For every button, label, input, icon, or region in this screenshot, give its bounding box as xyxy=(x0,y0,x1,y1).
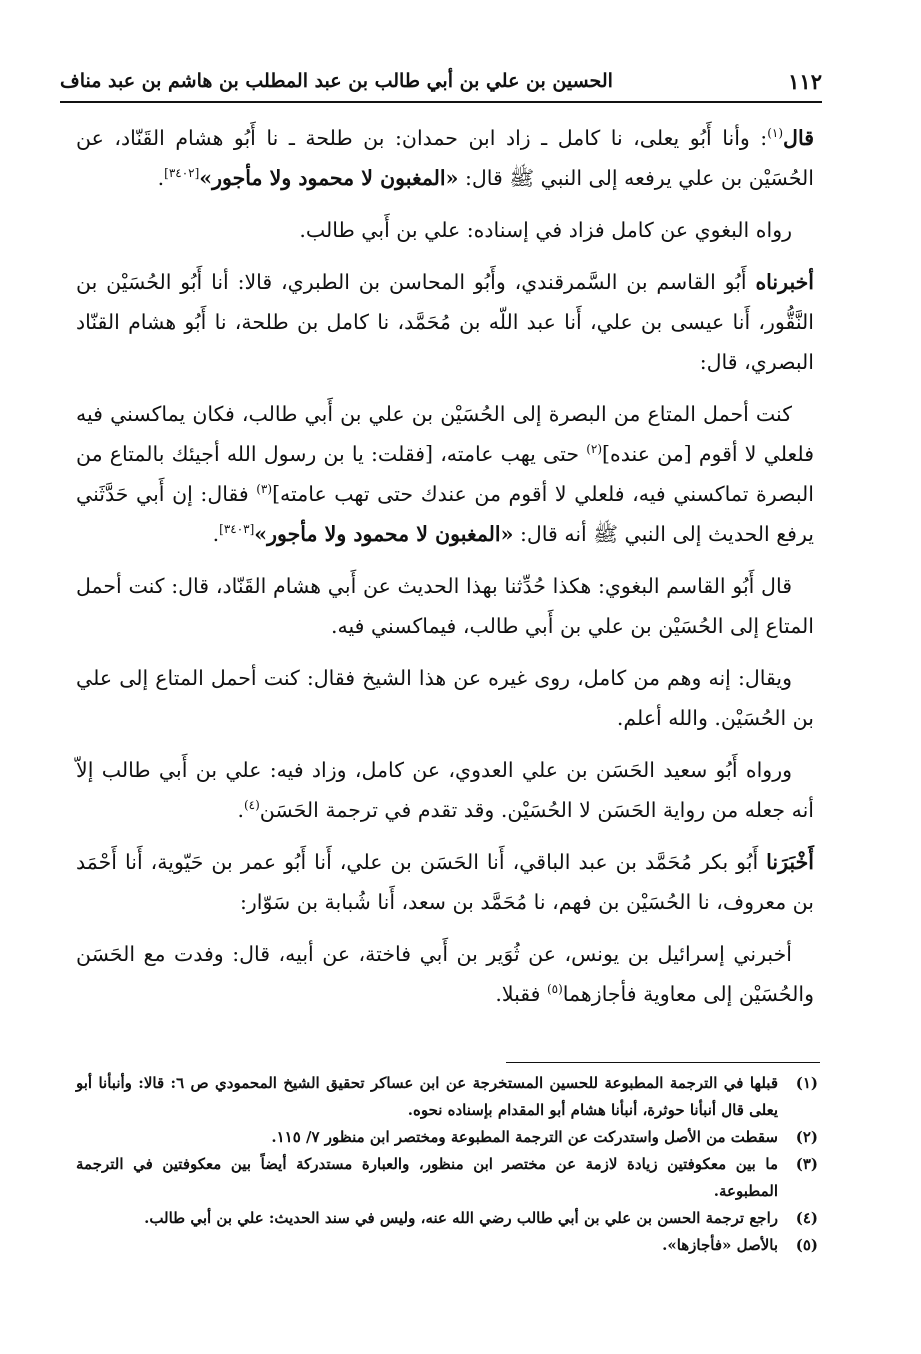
footnote-text: قبلها في الترجمة المطبوعة للحسين المستخرجة عن ابن عساكر تحقيق الشيخ المحمودي ص ٦: قالا: وأنبأنا أبو يعلى قال أنبأنا حوثرة، أنبأنا هشام أبو المقدام بإسناده نحوه. xyxy=(76,1074,778,1119)
paragraph-tail: . xyxy=(157,166,165,190)
paragraph-lead: أَخْبَرَنا xyxy=(766,850,814,874)
paragraph-8 xyxy=(76,842,814,922)
page-number: ١١٢ xyxy=(788,68,822,94)
running-title: الحسين بن علي بن أبي طالب بن عبد المطلب بن هاشم بن عبد مناف xyxy=(60,70,613,92)
footnote-number: (٤) xyxy=(795,1209,818,1227)
hadith-reference: [٣٤٠٢] xyxy=(164,166,200,181)
footnote-text: بالأصل «فأجازها». xyxy=(662,1236,778,1254)
paragraph-tail: . xyxy=(212,522,220,546)
footnotes xyxy=(76,1070,818,1259)
main-text xyxy=(76,118,814,1026)
paragraph-text: ورواه أَبُو سعيد الحَسَن بن علي العدوي، عن كامل، وزاد فيه: علي بن أَبي طالب إلاّ أنه جعله من رواية الحَسَن لا الحُسَيْن. وقد تقدم في ترجمة الحَسَن xyxy=(76,758,814,822)
paragraph-text: كنت أحمل المتاع من البصرة إلى الحُسَيْن بن علي بن أَبي طالب، فكان يماكسني فيه فلعلي لا أقوم [من عنده] xyxy=(76,402,815,466)
paragraph-2 xyxy=(76,210,814,250)
footnote-number: (٢) xyxy=(795,1128,818,1146)
footnote-3 xyxy=(76,1151,818,1205)
paragraph-text: فقال: إن أَبي حَدَّثَني يرفع الحديث إلى النبي ﷺ أنه قال: xyxy=(76,482,814,546)
footnote-1 xyxy=(76,1070,818,1124)
footnote-2 xyxy=(76,1124,818,1151)
footnote-text: راجع ترجمة الحسن بن علي بن أبي طالب رضي الله عنه، وليس في سند الحديث: علي بن أبي طالب. xyxy=(144,1209,778,1227)
paragraph-text: حتى يهب عامته، [فقلت: يا بن رسول الله أجيئك بالمتاع من البصرة تماكسني فيه، فلعلي لا أقوم من عندك حتى تهب عامته] xyxy=(76,442,814,506)
paragraph-tail: . xyxy=(237,798,244,822)
hadith-reference: [٣٤٠٣] xyxy=(219,522,255,537)
paragraph-text: قال أَبُو القاسم البغوي: هكذا حُدِّثنا بهذا الحديث عن أَبي هشام القَنّاد، قال: كنت أحمل المتاع إلى الحُسَيْن بن علي بن أَبي طالب، فيماكسني فيه. xyxy=(76,574,814,638)
paragraph-9 xyxy=(76,934,814,1014)
footnote-marker: (١) xyxy=(767,126,784,141)
paragraph-text: أَبُو بكر مُحَمَّد بن عبد الباقي، أَنا الحَسَن بن علي، أَنا أَبُو عمر بن حَيّوية، أَنا أَحْمَد بن معروف، نا الحُسَيْن بن فهم، نا مُحَمَّد بن سعد، أَنا شُبابة بن سَوّار: xyxy=(76,850,814,914)
header-rule xyxy=(60,101,822,103)
footnote-marker: (٥) xyxy=(546,982,563,997)
paragraph-4 xyxy=(76,394,814,554)
paragraph-text: أَبُو القاسم بن السَّمرقندي، وأَبُو المحاسن بن الطبري، قالا: أنا أَبُو الحُسَيْن بن النَّقُّور، أَنا عيسى بن علي، أَنا عبد اللّه بن مُحَمَّد، نا كامل بن طلحة، نا أَبُو هشام القنّاد البصري، قال: xyxy=(76,270,814,374)
paragraph-text: أخبرني إسرائيل بن يونس، عن ثُوَير بن أَبي فاختة، عن أبيه، قال: وفدت مع الحَسَن والحُسَيْن إلى معاوية فأجازهما xyxy=(76,942,814,1006)
footnote-4 xyxy=(76,1205,818,1232)
hadith-quote: «المغبون لا محمود ولا مأجور» xyxy=(199,166,459,190)
paragraph-lead: قال xyxy=(783,126,814,150)
footnote-marker: (٢) xyxy=(586,442,603,457)
footnote-number: (٣) xyxy=(795,1155,818,1173)
paragraph-6 xyxy=(76,658,814,738)
footnote-5 xyxy=(76,1232,818,1259)
paragraph-5 xyxy=(76,566,814,646)
footnote-text: ما بين معكوفتين زيادة لازمة عن مختصر ابن منظور، والعبارة مستدركة أيضاً بين معكوفتين في الترجمة المطبوعة. xyxy=(76,1155,778,1200)
paragraph-7 xyxy=(76,750,814,830)
footnote-rule xyxy=(506,1062,820,1063)
footnote-text: سقطت من الأصل واستدركت عن الترجمة المطبوعة ومختصر ابن منظور ٧/ ١١٥. xyxy=(271,1128,778,1146)
paragraph-text: : وأنا أَبُو يعلى، نا كامل ـ زاد ابن حمدان: بن طلحة ـ نا أَبُو هشام القَنّاد، عن الحُسَيْن بن علي يرفعه إلى النبي ﷺ قال: xyxy=(76,126,814,190)
paragraph-text: ويقال: إنه وهم من كامل، روى غيره عن هذا الشيخ فقال: كنت أحمل المتاع إلى علي بن الحُسَيْن. والله أعلم. xyxy=(76,666,814,730)
footnote-number: (٥) xyxy=(795,1236,818,1254)
page-header xyxy=(60,64,822,98)
footnote-number: (١) xyxy=(795,1074,818,1092)
paragraph-text: رواه البغوي عن كامل فزاد في إسناده: علي بن أَبي طالب. xyxy=(299,218,792,242)
paragraph-1 xyxy=(76,118,814,198)
footnote-marker: (٤) xyxy=(243,798,260,813)
paragraph-lead: أخبرناه xyxy=(755,270,814,294)
paragraph-tail: فقبلا. xyxy=(495,982,547,1006)
hadith-quote: «المغبون لا محمود ولا مأجور» xyxy=(254,522,514,546)
paragraph-3 xyxy=(76,262,814,382)
footnote-marker: (٣) xyxy=(256,482,273,497)
